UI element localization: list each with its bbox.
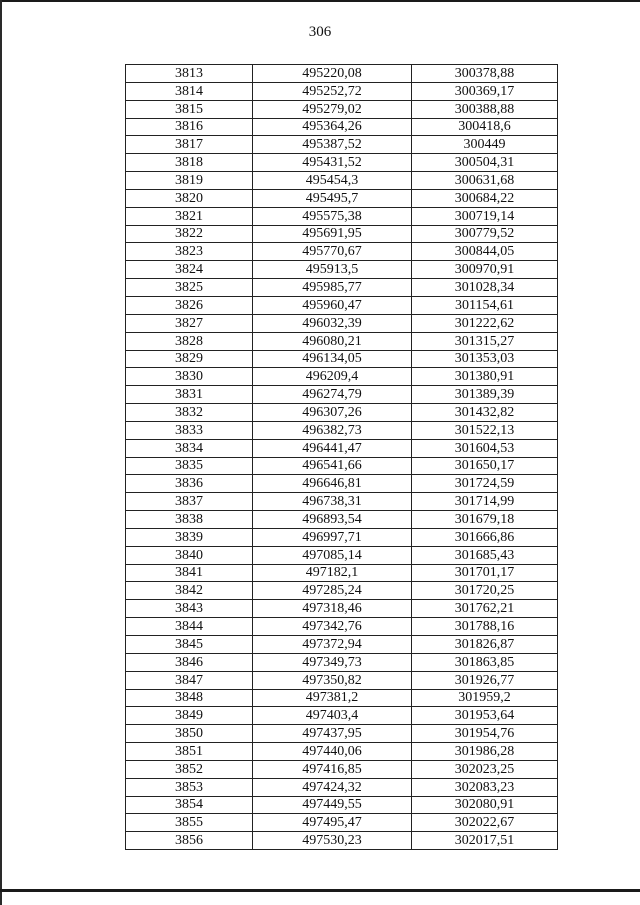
point-number-cell: 3850	[126, 725, 253, 743]
table-row	[126, 457, 558, 475]
y-coordinate-cell: 300504,31	[412, 154, 558, 172]
table-row	[126, 439, 558, 457]
table-row	[126, 421, 558, 439]
x-coordinate-cell: 497318,46	[253, 600, 412, 618]
y-coordinate-cell: 300388,88	[412, 100, 558, 118]
point-number-cell: 3832	[126, 404, 253, 422]
x-coordinate-cell: 497530,23	[253, 832, 412, 850]
coordinates-table-body	[126, 65, 558, 850]
x-coordinate-cell: 495220,08	[253, 65, 412, 83]
table-row	[126, 65, 558, 83]
point-number-cell: 3835	[126, 457, 253, 475]
point-number-cell: 3816	[126, 118, 253, 136]
point-number-cell: 3856	[126, 832, 253, 850]
y-coordinate-cell: 301714,99	[412, 493, 558, 511]
point-number-cell: 3827	[126, 314, 253, 332]
table-row	[126, 778, 558, 796]
y-coordinate-cell: 301604,53	[412, 439, 558, 457]
point-number-cell: 3814	[126, 82, 253, 100]
x-coordinate-cell: 496209,4	[253, 368, 412, 386]
x-coordinate-cell: 497372,94	[253, 636, 412, 654]
table-row	[126, 118, 558, 136]
point-number-cell: 3836	[126, 475, 253, 493]
point-number-cell: 3823	[126, 243, 253, 261]
x-coordinate-cell: 496080,21	[253, 332, 412, 350]
y-coordinate-cell: 301315,27	[412, 332, 558, 350]
point-number-cell: 3849	[126, 707, 253, 725]
y-coordinate-cell: 301222,62	[412, 314, 558, 332]
table-row	[126, 475, 558, 493]
table-row	[126, 404, 558, 422]
y-coordinate-cell: 300719,14	[412, 207, 558, 225]
y-coordinate-cell: 301679,18	[412, 511, 558, 529]
table-row	[126, 814, 558, 832]
table-row	[126, 564, 558, 582]
point-number-cell: 3830	[126, 368, 253, 386]
x-coordinate-cell: 495913,5	[253, 261, 412, 279]
point-number-cell: 3826	[126, 296, 253, 314]
y-coordinate-cell: 301863,85	[412, 653, 558, 671]
point-number-cell: 3820	[126, 189, 253, 207]
x-coordinate-cell: 495960,47	[253, 296, 412, 314]
point-number-cell: 3844	[126, 618, 253, 636]
point-number-cell: 3821	[126, 207, 253, 225]
x-coordinate-cell: 496441,47	[253, 439, 412, 457]
page-number: 306	[308, 24, 332, 40]
point-number-cell: 3853	[126, 778, 253, 796]
table-row	[126, 743, 558, 761]
x-coordinate-cell: 495252,72	[253, 82, 412, 100]
y-coordinate-cell: 301720,25	[412, 582, 558, 600]
point-number-cell: 3834	[126, 439, 253, 457]
x-coordinate-cell: 496646,81	[253, 475, 412, 493]
y-coordinate-cell: 301788,16	[412, 618, 558, 636]
table-row	[126, 618, 558, 636]
table-row	[126, 707, 558, 725]
x-coordinate-cell: 497424,32	[253, 778, 412, 796]
table-row	[126, 671, 558, 689]
x-coordinate-cell: 495985,77	[253, 279, 412, 297]
y-coordinate-cell: 300418,6	[412, 118, 558, 136]
x-coordinate-cell: 495691,95	[253, 225, 412, 243]
table-row	[126, 332, 558, 350]
point-number-cell: 3815	[126, 100, 253, 118]
y-coordinate-cell: 302023,25	[412, 760, 558, 778]
x-coordinate-cell: 497342,76	[253, 618, 412, 636]
table-row	[126, 636, 558, 654]
point-number-cell: 3813	[126, 65, 253, 83]
point-number-cell: 3854	[126, 796, 253, 814]
scan-edge-bottom	[0, 889, 640, 892]
y-coordinate-cell: 301666,86	[412, 528, 558, 546]
x-coordinate-cell: 497349,73	[253, 653, 412, 671]
x-coordinate-cell: 497182,1	[253, 564, 412, 582]
point-number-cell: 3846	[126, 653, 253, 671]
y-coordinate-cell: 301986,28	[412, 743, 558, 761]
y-coordinate-cell: 301762,21	[412, 600, 558, 618]
point-number-cell: 3831	[126, 386, 253, 404]
y-coordinate-cell: 301389,39	[412, 386, 558, 404]
y-coordinate-cell: 301954,76	[412, 725, 558, 743]
x-coordinate-cell: 496134,05	[253, 350, 412, 368]
table-row	[126, 582, 558, 600]
point-number-cell: 3833	[126, 421, 253, 439]
y-coordinate-cell: 302083,23	[412, 778, 558, 796]
table-row	[126, 82, 558, 100]
point-number-cell: 3828	[126, 332, 253, 350]
table-row	[126, 225, 558, 243]
y-coordinate-cell: 301826,87	[412, 636, 558, 654]
point-number-cell: 3824	[126, 261, 253, 279]
table-row	[126, 172, 558, 190]
table-row	[126, 796, 558, 814]
table-row	[126, 760, 558, 778]
y-coordinate-cell: 300449	[412, 136, 558, 154]
y-coordinate-cell: 301926,77	[412, 671, 558, 689]
table-row	[126, 832, 558, 850]
point-number-cell: 3839	[126, 528, 253, 546]
y-coordinate-cell: 300378,88	[412, 65, 558, 83]
x-coordinate-cell: 496274,79	[253, 386, 412, 404]
y-coordinate-cell: 301959,2	[412, 689, 558, 707]
point-number-cell: 3847	[126, 671, 253, 689]
x-coordinate-cell: 496541,66	[253, 457, 412, 475]
table-row	[126, 350, 558, 368]
x-coordinate-cell: 497403,4	[253, 707, 412, 725]
x-coordinate-cell: 495431,52	[253, 154, 412, 172]
x-coordinate-cell: 496893,54	[253, 511, 412, 529]
x-coordinate-cell: 496738,31	[253, 493, 412, 511]
point-number-cell: 3855	[126, 814, 253, 832]
point-number-cell: 3845	[126, 636, 253, 654]
y-coordinate-cell: 302022,67	[412, 814, 558, 832]
point-number-cell: 3843	[126, 600, 253, 618]
y-coordinate-cell: 301154,61	[412, 296, 558, 314]
x-coordinate-cell: 497285,24	[253, 582, 412, 600]
x-coordinate-cell: 496997,71	[253, 528, 412, 546]
table-row	[126, 386, 558, 404]
point-number-cell: 3848	[126, 689, 253, 707]
table-row	[126, 368, 558, 386]
y-coordinate-cell: 300970,91	[412, 261, 558, 279]
table-row	[126, 279, 558, 297]
y-coordinate-cell: 300631,68	[412, 172, 558, 190]
y-coordinate-cell: 301353,03	[412, 350, 558, 368]
table-row	[126, 296, 558, 314]
x-coordinate-cell: 496382,73	[253, 421, 412, 439]
point-number-cell: 3842	[126, 582, 253, 600]
x-coordinate-cell: 495364,26	[253, 118, 412, 136]
x-coordinate-cell: 497085,14	[253, 546, 412, 564]
point-number-cell: 3841	[126, 564, 253, 582]
y-coordinate-cell: 300779,52	[412, 225, 558, 243]
x-coordinate-cell: 497416,85	[253, 760, 412, 778]
x-coordinate-cell: 495454,3	[253, 172, 412, 190]
x-coordinate-cell: 497437,95	[253, 725, 412, 743]
point-number-cell: 3819	[126, 172, 253, 190]
scan-edge-left	[0, 0, 2, 905]
scan-edge-top	[0, 0, 640, 2]
table-row	[126, 243, 558, 261]
x-coordinate-cell: 497381,2	[253, 689, 412, 707]
x-coordinate-cell: 495279,02	[253, 100, 412, 118]
point-number-cell: 3822	[126, 225, 253, 243]
y-coordinate-cell: 301701,17	[412, 564, 558, 582]
y-coordinate-cell: 300684,22	[412, 189, 558, 207]
table-row	[126, 725, 558, 743]
x-coordinate-cell: 495387,52	[253, 136, 412, 154]
point-number-cell: 3837	[126, 493, 253, 511]
table-row	[126, 100, 558, 118]
x-coordinate-cell: 496032,39	[253, 314, 412, 332]
x-coordinate-cell: 495770,67	[253, 243, 412, 261]
y-coordinate-cell: 301650,17	[412, 457, 558, 475]
y-coordinate-cell: 301953,64	[412, 707, 558, 725]
point-number-cell: 3818	[126, 154, 253, 172]
y-coordinate-cell: 300369,17	[412, 82, 558, 100]
table-row	[126, 511, 558, 529]
y-coordinate-cell: 301432,82	[412, 404, 558, 422]
table-row	[126, 689, 558, 707]
table-row	[126, 207, 558, 225]
x-coordinate-cell: 497495,47	[253, 814, 412, 832]
table-row	[126, 546, 558, 564]
coordinates-table	[125, 64, 558, 850]
table-row	[126, 261, 558, 279]
table-row	[126, 314, 558, 332]
y-coordinate-cell: 301685,43	[412, 546, 558, 564]
point-number-cell: 3851	[126, 743, 253, 761]
y-coordinate-cell: 301724,59	[412, 475, 558, 493]
table-row	[126, 154, 558, 172]
table-row	[126, 600, 558, 618]
point-number-cell: 3852	[126, 760, 253, 778]
point-number-cell: 3838	[126, 511, 253, 529]
table-row	[126, 136, 558, 154]
y-coordinate-cell: 301522,13	[412, 421, 558, 439]
y-coordinate-cell: 302017,51	[412, 832, 558, 850]
x-coordinate-cell: 497449,55	[253, 796, 412, 814]
point-number-cell: 3829	[126, 350, 253, 368]
x-coordinate-cell: 495495,7	[253, 189, 412, 207]
y-coordinate-cell: 300844,05	[412, 243, 558, 261]
y-coordinate-cell: 302080,91	[412, 796, 558, 814]
table-row	[126, 189, 558, 207]
table-row	[126, 653, 558, 671]
x-coordinate-cell: 496307,26	[253, 404, 412, 422]
table-row	[126, 528, 558, 546]
point-number-cell: 3840	[126, 546, 253, 564]
point-number-cell: 3817	[126, 136, 253, 154]
y-coordinate-cell: 301380,91	[412, 368, 558, 386]
table-row	[126, 493, 558, 511]
x-coordinate-cell: 497350,82	[253, 671, 412, 689]
x-coordinate-cell: 497440,06	[253, 743, 412, 761]
y-coordinate-cell: 301028,34	[412, 279, 558, 297]
x-coordinate-cell: 495575,38	[253, 207, 412, 225]
point-number-cell: 3825	[126, 279, 253, 297]
